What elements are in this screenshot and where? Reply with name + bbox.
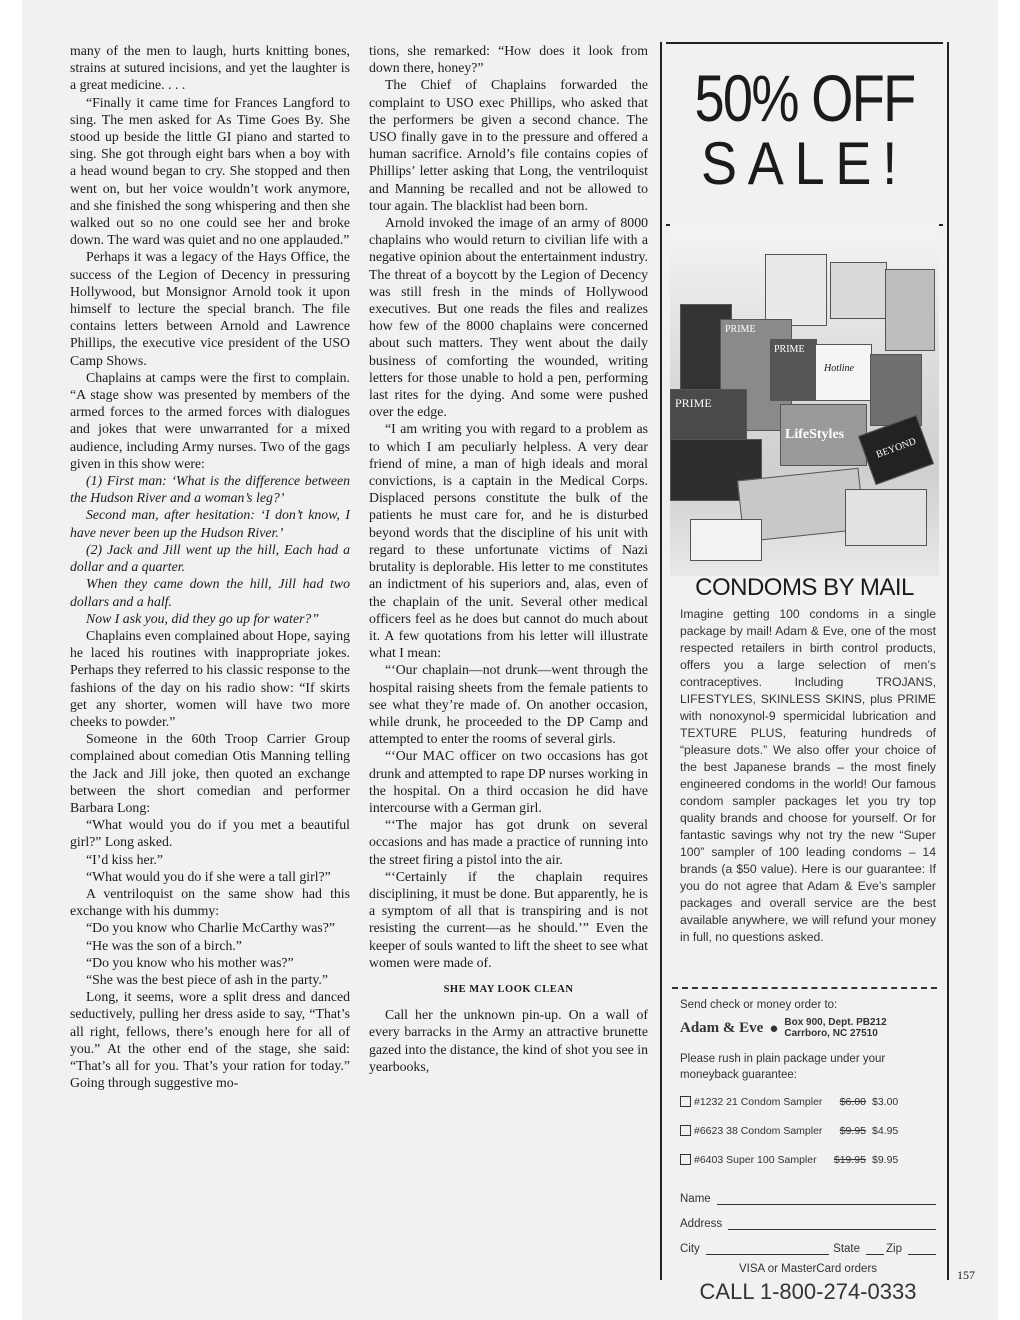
- article-paragraph: Arnold invoked the image of an army of 8000 chaplains who would return to civilian life with a negative opinion about the entertainment industry. The threat of a boycott by the Legion of Decency was still fresh in the minds of Hollywood executives. But one reads the files and realizes how few of the 8000 chaplains were concerned about such matters. They went about the daily business of comforting the wounded, writing letters for those unable to hold a pen, performing last rites for the dying. And some were pushed over the edge.: [369, 215, 648, 420]
- subheading: SHE MAY LOOK CLEAN: [443, 983, 574, 995]
- article-paragraph: tions, she remarked: “How does it look from down there, honey?”: [369, 43, 648, 76]
- article-paragraph: (1) First man: ‘What is the difference between the Hudson River and a woman’s leg?’: [70, 473, 350, 506]
- article-paragraph: “He was the son of a birch.”: [86, 937, 242, 953]
- article-paragraph: “Do you know who his mother was?”: [86, 954, 294, 970]
- package-box: [845, 489, 927, 546]
- city-state-zip-field[interactable]: City State Zip: [680, 1234, 936, 1255]
- article-paragraph: Chaplains even complained about Hope, saying he laced his routines with inappropriate jokes. Perhaps they referred to his classic response to the fashions of the day on his radio show: “If skirts get any shorter, women will have two more cheeks to powder.”: [70, 627, 350, 729]
- package-box: [770, 339, 817, 401]
- article-paragraph: Call her the unknown pin-up. On a wall of every barracks in the Army an attractive brunette gazed into the distance, the kind of shot you see in yearbooks,: [369, 1007, 648, 1074]
- product-option[interactable]: #6403 Super 100 Sampler $19.95 $9.95: [680, 1149, 936, 1170]
- article-paragraph: The Chief of Chaplains forwarded the complaint to USO exec Phillips, who asked that the performers be given a second chance. The USO finally gave in to the pressure and offered a human sacrifice. Arnold’s file contains copies of Phillips’ letter asking that Long, the ventriloquist and Manning be recalled and not be allowed to tour again. The blacklist had been born.: [369, 77, 648, 213]
- article-paragraph: “‘Our MAC officer on two occasions has got drunk and attempted to rape DP nurses working in the hospital. On a third occasion he did have intercourse with a German girl.: [369, 748, 648, 815]
- coupon-cut-line: [672, 987, 937, 989]
- article-paragraph: Second man, after hesitation: ‘I don’t know, I have never been up the Hudson River.’: [70, 507, 350, 540]
- package-box: [670, 389, 747, 441]
- mailing-address: Box 900, Dept. PB212 Carrboro, NC 27510: [784, 1017, 887, 1039]
- article-paragraph: “What would you do if she were a tall girl?”: [86, 868, 331, 884]
- article-paragraph: “‘Our chaplain—not drunk—went through the hospital raising sheets from the female patients to see what they’re made of. On another occasion, while drunk, he proceeded to the DP Camp and attempted to enter the rooms of several girls.: [369, 662, 648, 747]
- article-paragraph: When they came down the hill, Jill had two dollars and a half.: [70, 576, 350, 609]
- article-paragraph: A ventriloquist on the same show had this exchange with his dummy:: [70, 885, 350, 919]
- sale-headline-line2: SALE!: [700, 130, 909, 197]
- sale-headline-line1: 50% OFF: [694, 61, 915, 135]
- article-paragraph: many of the men to laugh, hurts knitting bones, strains at sutured incisions, and yet the laughter is a great medicine. . . .: [70, 43, 350, 93]
- checkbox[interactable]: [680, 1096, 691, 1107]
- ad-body-text: Imagine getting 100 condoms in a single package by mail! Adam & Eve, one of the most respected retailers in birth control products, offers you a large selection of men’s contraceptives. Including TROJANS, LIFESTYLES, SKINLESS SKINS, plus PRIME with nonoxynol-9 spermicidal lubrication and TEXTURE PLUS, featuring hundreds of “pleasure dots.” We also offer your choice of the best Japanese brands – the most finely engineered condoms in the world! Our famous condom sampler packages let you try top quality brands and choose for yourself. Or for fantastic savings why not try the new “Super 100” sampler of 100 leading condoms – 14 brands (a $50 value). Here is our guarantee: If you do not agree that Adam & Eve’s sampler packages and overall service are the best available anywhere, we will refund your money in full, no questions asked.: [680, 607, 936, 944]
- product-option[interactable]: #6623 38 Condom Sampler $9.95 $4.95: [680, 1120, 936, 1141]
- package-label: BEYOND: [874, 436, 918, 461]
- sale-banner: [666, 42, 943, 226]
- package-box: [815, 344, 872, 401]
- address-field[interactable]: Address: [680, 1209, 936, 1230]
- send-to-label: Send check or money order to:: [680, 999, 838, 1011]
- article-paragraph: “‘Certainly if the chaplain requires disciplining, it must be done. But apparently, he is a symptom of all that is transpiring and is not resisting the current—as he should.’” Even the keeper of souls wanted to lift the sheet to see what women were made of.: [369, 868, 648, 970]
- article-paragraph: “What would you do if you met a beautiful girl?” Long asked.: [70, 817, 350, 850]
- advertisement: [660, 42, 949, 1304]
- order-coupon: [680, 999, 936, 1305]
- article-paragraph: “She was the best piece of ash in the party.”: [86, 971, 328, 987]
- phone-number: CALL 1-800-274-0333: [699, 1279, 917, 1304]
- ad-title: CONDOMS BY MAIL: [695, 574, 914, 601]
- article-column-2: [369, 42, 648, 1075]
- article-paragraph: Someone in the 60th Troop Carrier Group complained about comedian Otis Manning telling the Jack and Jill joke, then quoted an exchange between the short comedian and performer Barbara Long:: [70, 731, 350, 815]
- apple-logo-icon: ●: [769, 1019, 779, 1037]
- article-paragraph: “I’d kiss her.”: [86, 851, 164, 867]
- article-paragraph: Chaplains at camps were the first to complain. “A stage show was presented by members of the armed forces to the armed forces with dialogues and jokes that were unwarranted for a mixed audience, including Army nurses. Two of the gags given in this show were:: [70, 369, 350, 471]
- article-paragraph: Perhaps it was a legacy of the Hays Office, the success of the Legion of Decency in pressuring Hollywood, but Monsignor Arnold took it upon himself to lecture the special branch. The file contains letters between Arnold and Lawrence Phillips, the executive vice president of the USO Camp Shows.: [70, 249, 350, 368]
- article-paragraph: (2) Jack and Jill went up the hill, Each had a dollar and a quarter.: [70, 541, 350, 575]
- product-option[interactable]: #1232 21 Condom Sampler $6.00 $3.00: [680, 1091, 936, 1112]
- rush-instructions: Please rush in plain package under your moneyback guarantee:: [680, 1053, 886, 1081]
- package-box: [690, 519, 762, 561]
- product-photo: [670, 224, 939, 576]
- article-paragraph: “Do you know who Charlie McCarthy was?”: [86, 920, 336, 936]
- package-box: [780, 404, 867, 466]
- visa-mastercard-note: VISA or MasterCard orders: [738, 1263, 878, 1275]
- article-paragraph: “I am writing you with regard to a problem as to which I am peculiarly helpless. A very dear friend of mine, a man of high ideals and moral convictions, is a captain in the Medical Corps. Displaced persons constitute the bulk of the patients he must care for, and he is disturbed beyond words that the discipline of his unit with regard to these unfortunate victims of Nazi brutality is deplorable. His letter to me constitutes an indictment of his superiors and, alas, even of the chaplain of the unit. Several other medical officers feel as he does but cannot do much about it. A few quotations from his letter will illustrate what I mean:: [369, 421, 648, 661]
- package-label: PRIME: [774, 344, 805, 355]
- package-label: Hotline: [824, 363, 854, 374]
- page-number: 157: [957, 1268, 975, 1282]
- article-paragraph: “‘The major has got drunk on several occasions and has made a practice of running into the street firing a pistol into the air.: [369, 817, 648, 867]
- brand-name: Adam & Eve: [680, 1019, 764, 1036]
- package-label: PRIME: [675, 396, 712, 410]
- checkbox[interactable]: [680, 1154, 691, 1165]
- name-field[interactable]: Name: [680, 1184, 936, 1205]
- package-label: PRIME: [725, 324, 756, 335]
- article-column-1: [70, 42, 350, 1091]
- package-box: [885, 269, 935, 351]
- checkbox[interactable]: [680, 1125, 691, 1136]
- article-paragraph: Now I ask you, did they go up for water?”: [86, 610, 320, 626]
- article-paragraph: “Finally it came time for Frances Langford to sing. The men asked for As Time Goes By. She stood up beside the little GI piano and started to sing. She got through eight bars when a boy with a head wound began to cry. She stopped and then went on, but her voice wouldn’t work anymore, and she finished the song whispering and then she walked out so no one could see her and broke down. The ward was quiet and no one applauded.”: [70, 94, 350, 248]
- package-box: [765, 254, 827, 326]
- article-paragraph: Long, it seems, wore a split dress and danced seductively, pulling her dress aside to say, “That’s all right, fellows, there’s enough here for all of you.” At the other end of the stage, she said: “That’s all for you. That’s your ration for today.” Going through suggestive mo-: [70, 989, 350, 1091]
- brand-address-row: [680, 1017, 936, 1039]
- package-box: [830, 262, 887, 319]
- package-label: LifeStyles: [785, 427, 845, 442]
